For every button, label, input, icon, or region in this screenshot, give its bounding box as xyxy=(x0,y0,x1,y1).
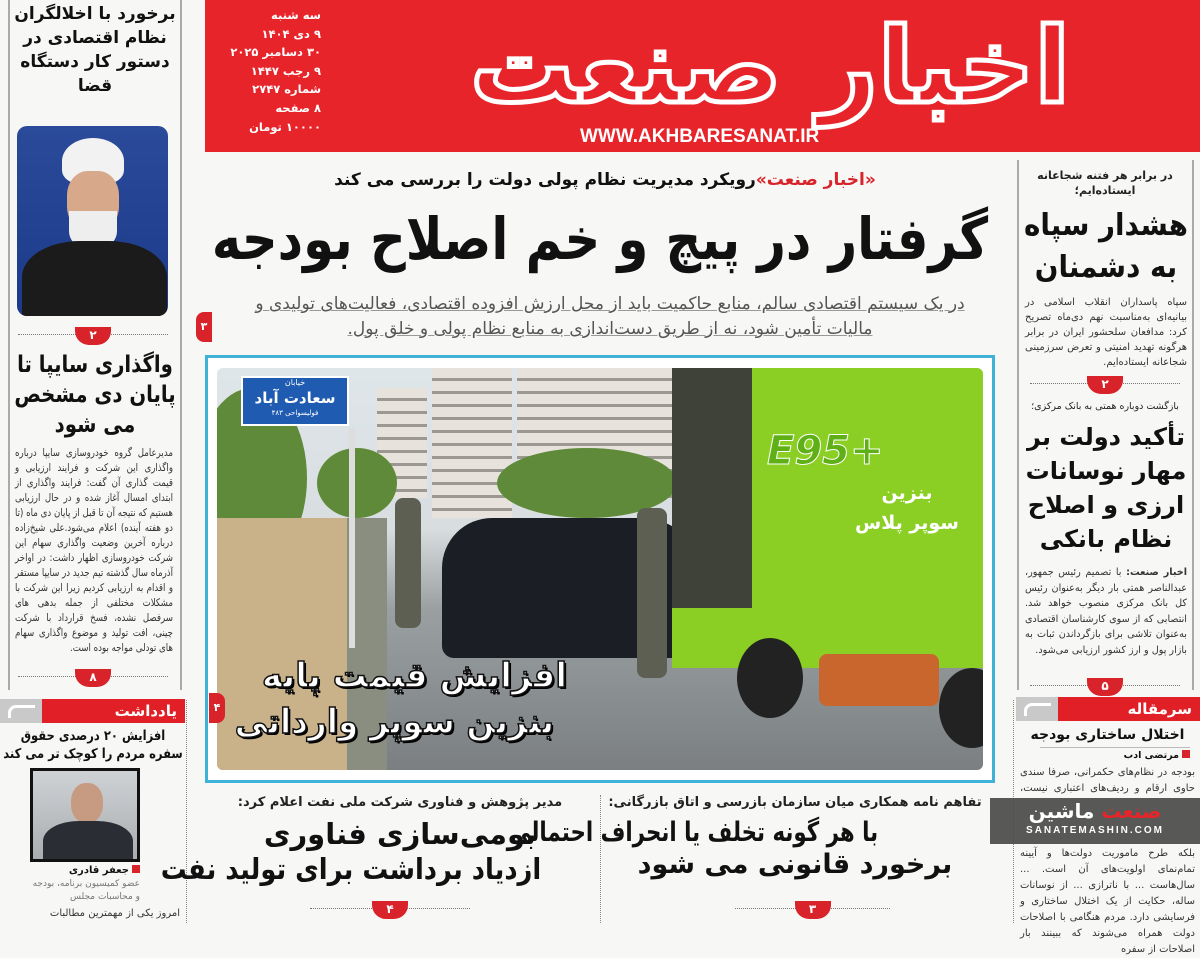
issue-info xyxy=(211,6,321,136)
hemmati-headline[interactable]: تأکید دولت بر مهار نوسانات ارزی و اصلاح نظام بانکی xyxy=(1025,423,1187,553)
lead-photo[interactable] xyxy=(217,368,983,770)
body-text: با تصمیم رئیس جمهور، عبدالناصر همتی بار دیگر به‌عنوان رئیس کل بانک مرکزی منصوب خواهد شد. انتصابی که از سوی کارشناسان اقتصادی به‌عنوان تلاشی برای بازگرداندن ثبات به بازار پول و ارز کشور ارزیابی می‌شود. xyxy=(1025,567,1187,656)
saipa-body: مدیرعامل گروه خودروسازی سایپا درباره واگذاری این شرکت و فرایند ارزیابی و قیمت گذاری آن گفت: فرایند واگذاری از ابتدای امسال آغاز شده و در حال ارزیابی هستیم که نتیجه آن تا قبل از پایان دی ماه (تا دو هفته آینده) اعلام می‌شود.علی شیخ‌زاده درباره آخرین وضعیت واگذاری سهام این شرکت خودروسازی اظهار داشت: در اواخر آذرماه سال گذشته تیم جدید در سایپا مستقر و اقدام به ارزیابی کردیم زیرا این شرکت با مشکلات مختلفی از جمله بدهی های سرفصل نشده، فسخ قرارداد با شرکت چینی، افت تولید و موضوع واگذاری سهام های تودلی مواجه بوده است. xyxy=(15,447,173,654)
weekday: سه شنبه xyxy=(271,8,321,22)
main-headline[interactable]: گرفتار در پیچ و خم اصلاح بودجه xyxy=(211,205,989,273)
editorial-headline[interactable]: اختلال ساختاری بودجه xyxy=(1030,727,1185,743)
page-number: ۸ xyxy=(75,669,111,687)
judiciary-chief-photo xyxy=(17,126,168,316)
truck-door xyxy=(672,368,752,608)
page-ref-badge[interactable] xyxy=(735,902,890,922)
street-sign-label: خیابان xyxy=(284,378,306,387)
story-kicker: مدیر پژوهش و فناوری شرکت ملی نفت اعلام کرد: xyxy=(237,795,563,810)
caption-line: بنزین سوپر وارداتی xyxy=(234,702,554,742)
note-body: امروز یکی از مهمترین مطالبات xyxy=(49,908,180,919)
e95-logo: E95+ xyxy=(767,428,884,474)
street-sign xyxy=(241,376,349,426)
page-ref-badge[interactable] xyxy=(1030,377,1180,397)
story-headline: برخورد قانونی می شود xyxy=(637,849,953,881)
truck-label: بنزین xyxy=(881,482,933,504)
story-headline: با هر گونه تخلف یا انحراف احتمالی xyxy=(510,817,879,848)
column-divider xyxy=(186,700,187,923)
author-name: جعفر قادری xyxy=(68,865,129,876)
kicker-source: «اخبار صنعت» xyxy=(755,170,876,190)
saipa-headline[interactable]: واگذاری سایپا تا پایان دی مشخص می شود xyxy=(14,352,176,438)
main-kicker xyxy=(220,170,990,190)
date-persian: ۹ دی ۱۴۰۴ xyxy=(261,26,321,41)
main-deck: در یک سیستم اقتصادی سالم، منابع حاکمیت باید از محل ارزش افزوده اقتصادی، فعالیت‌های تولیدی و مالیات تأمین شود، نه از طریق دست‌اندازی به منابع نظام پولی و خلق پول. xyxy=(255,294,965,339)
date-gregorian: ۳۰ دسامبر ۲۰۲۵ xyxy=(230,45,321,60)
truck-label: سوپر پلاس xyxy=(855,512,959,534)
page-number: ۵ xyxy=(1087,678,1123,696)
page-ref-badge[interactable]: ۴ xyxy=(209,693,225,723)
wheel xyxy=(737,638,803,718)
column-divider xyxy=(600,795,601,923)
irgc-kicker: در برابر هر فتنه شجاعانه ایستاده‌ایم؛ xyxy=(1037,169,1173,197)
page-ref-badge[interactable]: ۳ xyxy=(196,312,212,342)
story-inspection[interactable] xyxy=(510,795,985,882)
column-border xyxy=(1192,160,1194,690)
page-number: ۲ xyxy=(1087,376,1123,394)
issue-number: شماره ۲۷۴۷ xyxy=(252,82,321,97)
fuel-tank xyxy=(819,654,939,706)
story-headline: ازدیاد برداشت برای تولید نفت xyxy=(161,851,542,886)
worker xyxy=(637,508,667,678)
column-border xyxy=(1017,160,1019,690)
arrow-icon xyxy=(0,699,42,723)
street-sign-name: سعادت آباد xyxy=(254,389,336,407)
masthead xyxy=(205,0,1200,152)
editorial-section-header xyxy=(1016,697,1200,721)
body-source: اخبار صنعت: xyxy=(1126,567,1188,578)
arrow-icon xyxy=(1016,697,1058,721)
photo-caption[interactable] xyxy=(234,653,567,745)
page-ref-badge[interactable] xyxy=(18,328,168,348)
editorial-body xyxy=(1020,765,1195,958)
date-hijri: ۹ رجب ۱۴۴۷ xyxy=(250,63,321,78)
hemmati-body xyxy=(1025,565,1187,658)
story-kicker: تفاهم نامه همکاری میان سازمان بازرسی و اتاق بازرگانی: xyxy=(608,795,982,810)
note-author-role: عضو کمیسیون برنامه، بودجه و محاسبات مجلس xyxy=(32,879,140,902)
note-headline[interactable]: افزایش ۲۰ درصدی حقوق سفره مردم را کوچک تر می کند xyxy=(3,728,183,762)
lead-photo-frame xyxy=(205,355,995,783)
caption-line: افزایش قیمت پایه xyxy=(261,656,567,696)
section-label: یادداشت xyxy=(42,699,185,723)
wheel xyxy=(939,668,983,748)
page-number: ۲ xyxy=(75,327,111,345)
street-sign-sub: فولیسواحی ۴۸۳ xyxy=(271,409,319,417)
note-section-header xyxy=(0,699,185,723)
editorial-author xyxy=(1040,747,1190,762)
page-ref-badge[interactable] xyxy=(310,902,470,922)
watermark-brand: ماشین xyxy=(1028,799,1095,823)
watermark-brand: صنعت xyxy=(1101,799,1162,823)
hemmati-kicker: بازگشت دوباره همتی به بانک مرکزی؛ xyxy=(1031,401,1179,412)
worker xyxy=(395,498,421,628)
page-count: ۸ صفحه xyxy=(275,100,321,115)
story-headline: بومی‌سازی فناوری xyxy=(263,817,537,851)
page-ref-badge[interactable] xyxy=(18,670,168,690)
author-name: مرتضی ادب xyxy=(1123,750,1179,761)
page-number: ۳ xyxy=(795,901,831,919)
watermark-url: SANATEMASHIN.COM xyxy=(1026,825,1164,836)
price: ۱۰۰۰۰ تومان xyxy=(249,119,321,134)
left-top-headline[interactable]: برخورد با اخلالگران نظام اقتصادی در دستور کار دستگاه قضا xyxy=(14,4,176,96)
editorial-body-text: بودجه در نظام‌های حکمرانی، صرفا سندی حاوی ارقام و ردیف‌های اعتباری نیست، بلکه طرح ماموریت دولت‌ها و آیینه تمام‌نمای اولویت‌های آن است. ... سال‌هاست ... با ناترازی ... از نوسانات ساله، حکایت از یک اختلال ساختاری و فرسایشی دارد. مردم هنگامی با اصلاحات دولت همراه می‌شوند که ببینند بار اصلاحات از سفره xyxy=(1020,767,1195,955)
page-number: ۴ xyxy=(372,901,408,919)
section-label: سرمقاله xyxy=(1058,697,1200,721)
newspaper-logo: اخبار صنعت xyxy=(470,5,1070,127)
kicker-text: رویکرد مدیریت نظام پولی دولت را بررسی می کند xyxy=(334,170,756,190)
watermark xyxy=(990,798,1200,844)
irgc-headline[interactable]: هشدار سپاه به دشمنان xyxy=(1023,208,1189,285)
website-url: WWW.AKHBARESANAT.IR xyxy=(580,126,820,147)
irgc-body: سپاه پاسداران انقلاب اسلامی در بیانیه‌ای به‌مناسبت نهم دی‌ماه تصریح کرد: مدافعان سلحشور ایران در برابر هرگونه تهدید امنیتی و تعرض سرزمینی شجاعانه ایستاده‌ایم. xyxy=(1025,297,1187,368)
note-author xyxy=(30,865,140,877)
column-border xyxy=(8,0,10,690)
column-border xyxy=(180,0,182,690)
author-photo xyxy=(30,768,140,862)
